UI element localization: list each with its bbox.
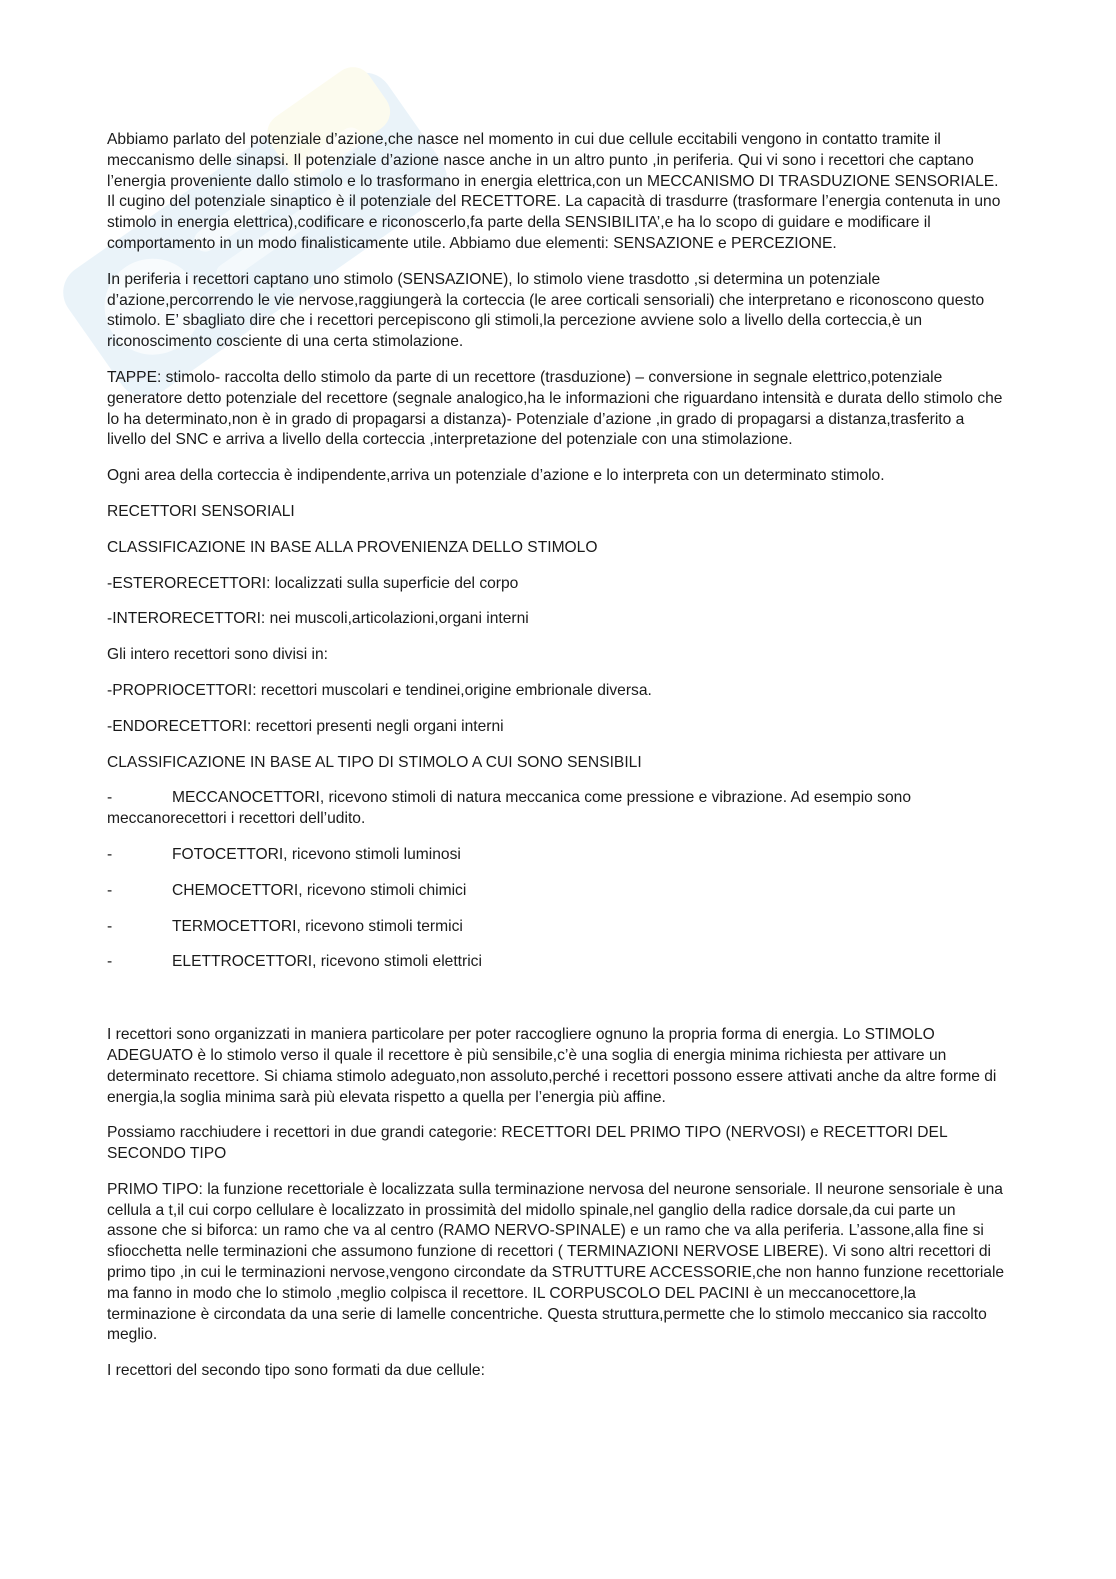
blank-spacer (107, 988, 1007, 1025)
paragraph-intro: Abbiamo parlato del potenziale d’azione,che nasce nel momento in cui due cellule eccitabili vengono in contatto tramite il meccanismo delle sinapsi. Il potenziale d’azione nasce anche in un altro punto ,in periferia. Qui vi sono i recettori che captano l’energia proveniente dallo stimolo e lo trasformano in energia elettrica,con un MECCANISMO DI TRASDUZIONE SENSORIALE. Il cugino del potenziale sinaptico è il potenziale del RECETTORE. La capacità di trasdurre (trasformare l’energia contenuta in uno stimolo in energia elettrica),codificare e riconoscerlo,fa parte della SENSIBILITA’,e ha lo scopo di guidare e modificare il comportamento in un modo finalisticamente utile. Abbiamo due elementi: SENSAZIONE e PERCEZIONE. (107, 131, 1001, 252)
list-item-endorecettori: -ENDORECETTORI: recettori presenti negli organi interni (107, 717, 504, 735)
bullet-item-meccanocettori (107, 788, 1007, 830)
bullet-text: FOTOCETTORI, ricevono stimoli luminosi (172, 845, 461, 863)
heading-recettori-sensoriali: RECETTORI SENSORIALI (107, 502, 295, 520)
bullet-text: TERMOCETTORI, ricevono stimoli termici (172, 917, 463, 935)
paragraph-tappe: TAPPE: stimolo- raccolta dello stimolo da parte di un recettore (trasduzione) – conversione in segnale elettrico,potenziale generatore detto potenziale del recettore (segnale analogico,ha le informazioni che riguardano intensità e durata dello stimolo che lo ha determinato,non è in grado di propagarsi a distanza)- Potenziale d’azione ,in grado di propagarsi a distanza,trasferito a livello del SNC e arriva a livello della corteccia ,interpretazione del potenziale con una stimolazione. (107, 368, 1003, 449)
list-item-interorecettori: -INTERORECETTORI: nei muscoli,articolazioni,organi interni (107, 610, 529, 628)
bullet-item-fotocettori (107, 845, 1007, 866)
bullet-dash: - (107, 953, 113, 971)
heading-classificazione-stimolo: CLASSIFICAZIONE IN BASE AL TIPO DI STIMOLO A CUI SONO SENSIBILI (107, 753, 642, 771)
bullet-item-chemocettori (107, 881, 1007, 902)
list-item-esterorecettori: -ESTERORECETTORI: localizzati sulla superficie del corpo (107, 574, 519, 592)
bullet-dash: - (107, 845, 113, 863)
bullet-item-termocettori (107, 917, 1007, 938)
bullet-dash: - (107, 881, 113, 899)
bullet-text: MECCANOCETTORI, ricevono stimoli di natura meccanica come pressione e vibrazione. Ad esempio sono meccanorecettori i recettori dell’udito. (107, 789, 911, 828)
bullet-dash: - (107, 917, 113, 935)
bullet-item-elettrocettori (107, 952, 1007, 973)
paragraph-primo-tipo: PRIMO TIPO: la funzione recettoriale è localizzata sulla terminazione nervosa del neurone sensoriale. Il neurone sensoriale è una cellula a t,il cui corpo cellulare è localizzato in prossimità del midollo spinale,nel ganglio della radice dorsale,da cui parte un assone che si biforca: un ramo che va al centro (RAMO NERVO-SPINALE) e un ramo che va alla periferia. L’assone,alla fine si sfiocchetta nelle terminazioni che assumono funzione di recettori ( TERMINAZIONI NERVOSE LIBERE). Vi sono altri recettori di primo tipo ,in cui le terminazioni nervose,vengono circondate da STRUTTURE ACCESSORIE,che non hanno funzione recettoriale ma fanno in modo che lo stimolo ,meglio colpisca il recettore. IL CORPUSCOLO DEL PACINI è un meccanocettore,la terminazione è circondata da una serie di lamelle concentriche. Questa struttura,permette che lo stimolo meccanico sia raccolto meglio. (107, 1180, 1005, 1344)
paragraph-corteccia: Ogni area della corteccia è indipendente,arriva un potenziale d’azione e lo interpreta con un determinato stimolo. (107, 467, 885, 485)
paragraph-divisi-in: Gli intero recettori sono divisi in: (107, 646, 329, 664)
paragraph-stimolo-adeguato: I recettori sono organizzati in maniera particolare per poter raccogliere ognuno la propria forma di energia. Lo STIMOLO ADEGUATO è lo stimolo verso il quale il recettore è più sensibile,c’è una soglia di energia minima richiesta per attivare un determinato recettore. Si chiama stimolo adeguato,non assoluto,perché i recettori possono essere attivati anche da altre forme di energia,la soglia minima sarà più elevata rispetto a quella per l’energia più affine. (107, 1026, 997, 1106)
paragraph-due-categorie: Possiamo racchiudere i recettori in due grandi categorie: RECETTORI DEL PRIMO TIPO (NERVOSI) e RECETTORI DEL SECONDO TIPO (107, 1124, 948, 1163)
paragraph-periferia: In periferia i recettori captano uno stimolo (SENSAZIONE), lo stimolo viene trasdotto ,si determina un potenziale d’azione,percorrendo le vie nervose,raggiungerà la corteccia (le aree corticali sensoriali) che interpretano e riconoscono questo stimolo. E’ sbagliato dire che i recettori percepiscono gli stimoli,la percezione avviene solo a livello della corteccia,è un riconoscimento cosciente di una certa stimolazione. (107, 270, 985, 351)
heading-classificazione-provenienza: CLASSIFICAZIONE IN BASE ALLA PROVENIENZA DELLO STIMOLO (107, 538, 598, 556)
bullet-text: CHEMOCETTORI, ricevono stimoli chimici (172, 881, 467, 899)
bullet-text: ELETTROCETTORI, ricevono stimoli elettrici (172, 953, 482, 971)
list-item-propriocettori: -PROPRIOCETTORI: recettori muscolari e tendinei,origine embrionale diversa. (107, 681, 652, 699)
paragraph-secondo-tipo: I recettori del secondo tipo sono formati da due cellule: (107, 1362, 485, 1380)
bullet-dash: - (107, 789, 113, 807)
document-page (107, 130, 1007, 1397)
